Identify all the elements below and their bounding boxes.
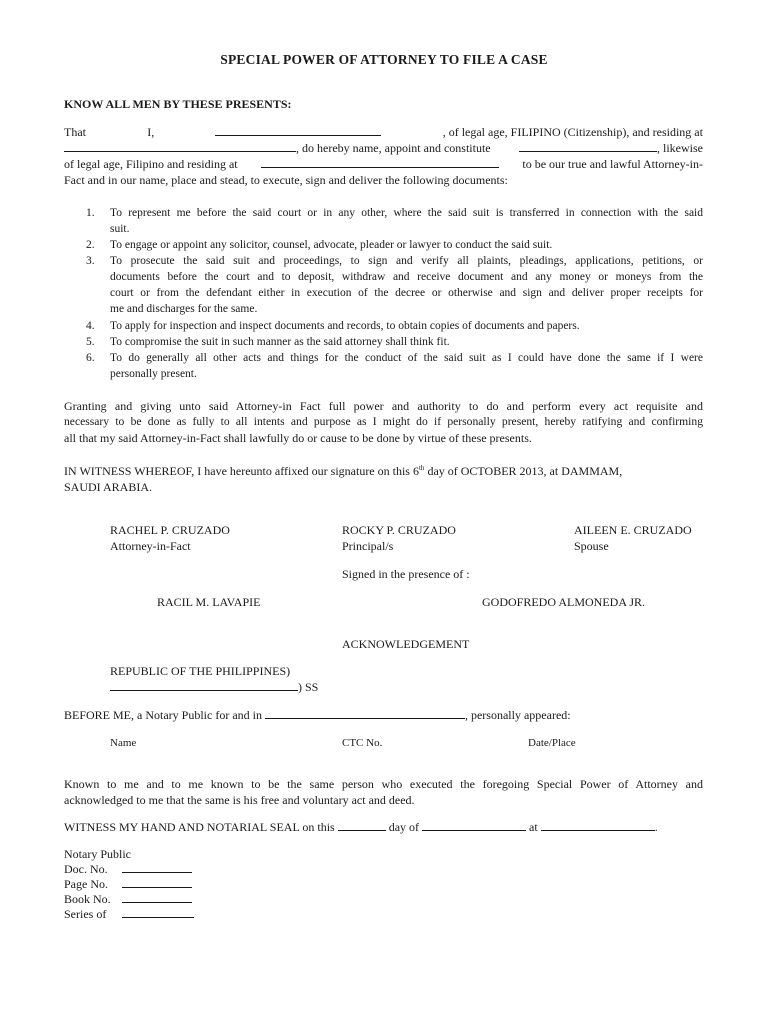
ss-text: ) SS	[298, 680, 319, 694]
list-item-text: To do generally all other acts and things for the conduct of the said suit as I could have done the same if I were	[110, 352, 703, 364]
known-line: acknowledged to me that the same is his free and voluntary act and deed.	[64, 793, 415, 807]
intro-line-1	[64, 124, 703, 140]
granting-line: all that my said Attorney-in-Fact shall lawfully do or cause to be done by virtue of these presents.	[64, 431, 532, 445]
ss-line	[110, 679, 318, 695]
list-item-text: To prosecute the said suit and proceedings, to sign and verify all plaints, pleadings, applications, petitions, or	[110, 255, 703, 267]
seal-at-text: at	[529, 820, 538, 834]
list-item-cont	[110, 269, 703, 285]
attorney-name-blank	[519, 140, 657, 152]
list-item: To apply for inspection and inspect documents and records, to obtain copies of documents and papers.	[110, 320, 580, 332]
signatory-role: Principal/s	[342, 539, 394, 553]
list-item-cont: personally present.	[110, 368, 197, 380]
book-no-blank	[122, 891, 192, 903]
residence-blank	[64, 140, 296, 152]
signatory-name: AILEEN E. CRUZADO	[574, 523, 692, 537]
column-name: Name	[110, 737, 137, 749]
list-item	[110, 205, 703, 221]
seal-month-blank	[422, 819, 526, 831]
appeared-text: , personally appeared:	[464, 708, 571, 722]
residing-text: of legal age, Filipino and residing at	[64, 157, 238, 171]
list-item: To engage or appoint any solicitor, counsel, advocate, pleader or lawyer to conduct the said suit.	[110, 239, 553, 251]
signatory-role: Attorney-in-Fact	[110, 539, 191, 553]
notary-field-label: Book No.	[64, 892, 111, 906]
attorney-address-blank	[261, 156, 499, 168]
witness-text: IN WITNESS WHEREOF, I have hereunto affixed our signature on this 6	[64, 464, 419, 478]
seal-period: .	[654, 820, 658, 834]
item-number: 5.	[86, 336, 95, 348]
item-number: 6.	[86, 352, 95, 364]
notary-field-label: Page No.	[64, 877, 108, 891]
before-me-text: BEFORE ME, a Notary Public for and in	[64, 708, 262, 722]
list-item-text: documents before the court and to deposit, withdraw and receive document and any money or moneys from the	[110, 271, 703, 283]
appoint-text: , do hereby name, appoint and constitute	[296, 141, 491, 155]
list-item-text: To represent me before the said court or in any other, where the said suit is transferred in connection with the said	[110, 207, 703, 219]
doc-no-blank	[122, 861, 192, 873]
seal-day-blank	[338, 819, 386, 831]
that-word: That	[64, 125, 86, 139]
notarial-seal-line	[64, 819, 658, 835]
acknowledgement-heading: ACKNOWLEDGEMENT	[342, 637, 470, 651]
document-title: SPECIAL POWER OF ATTORNEY TO FILE A CASE	[220, 52, 548, 67]
list-item-cont: me and discharges for the same.	[110, 303, 258, 315]
granting-line	[64, 414, 703, 430]
known-text: Known to me and to me known to be the same person who executed the foregoing Special Power of Attorney and	[64, 777, 703, 791]
granting-text: necessary to be done as fully to all intents and purpose as I might do if personally present, hereby ratifying and confirming	[64, 415, 703, 428]
list-item-cont	[110, 285, 703, 301]
seal-text: WITNESS MY HAND AND NOTARIAL SEAL on this	[64, 820, 335, 834]
witness-text-after: day of OCTOBER 2013, at DAMMAM,	[424, 464, 623, 478]
legal-age-text: , of legal age, FILIPINO (Citizenship), and residing at	[442, 125, 703, 139]
item-number: 1.	[86, 207, 95, 219]
intro-line-3	[64, 156, 703, 172]
list-item-cont: suit.	[110, 223, 130, 235]
series-blank	[122, 906, 194, 918]
to-be-text: to be our true and lawful Attorney-in-	[522, 157, 703, 171]
likewise-text: , likewise	[657, 141, 703, 155]
witness-whereof-line	[64, 463, 622, 479]
signatory-name: RACHEL P. CRUZADO	[110, 523, 230, 537]
item-number: 4.	[86, 320, 95, 332]
venue-blank	[110, 679, 298, 691]
republic-line: REPUBLIC OF THE PHILIPPINES)	[110, 664, 291, 678]
seal-place-blank	[541, 819, 655, 831]
notary-place-blank	[265, 707, 465, 719]
notary-field-label: Series of	[64, 907, 107, 921]
witness-sup: th	[418, 464, 425, 472]
witness-place-line: SAUDI ARABIA.	[64, 480, 153, 494]
column-ctc: CTC No.	[342, 737, 383, 749]
list-item: To compromise the suit in such manner as the said attorney shall think fit.	[110, 336, 450, 348]
page-no-blank	[122, 876, 192, 888]
witness-name: RACIL M. LAVAPIE	[157, 595, 261, 609]
signatory-role: Spouse	[574, 539, 609, 553]
list-item	[110, 253, 703, 269]
before-me-line	[64, 707, 571, 723]
granting-line	[64, 398, 703, 414]
witness-name: GODOFREDO ALMONEDA JR.	[482, 595, 646, 609]
signatory-name: ROCKY P. CRUZADO	[342, 523, 456, 537]
intro-line-2	[64, 140, 703, 156]
seal-day-text: day of	[388, 820, 420, 834]
notary-public-label: Notary Public	[64, 847, 131, 861]
list-item	[110, 350, 703, 366]
column-date-place: Date/Place	[528, 737, 576, 749]
i-word: I,	[147, 125, 155, 139]
known-line	[64, 776, 703, 792]
name-blank	[215, 124, 381, 136]
granting-text: Granting and giving unto said Attorney-in Fact full power and authority to do and perform every act requisite and	[64, 399, 703, 413]
item-number: 3.	[86, 255, 95, 267]
item-number: 2.	[86, 239, 95, 251]
presence-label: Signed in the presence of :	[342, 567, 470, 581]
intro-line-4: Fact and in our name, place and stead, to execute, sign and deliver the following documents:	[64, 173, 508, 187]
know-all-men-heading: KNOW ALL MEN BY THESE PRESENTS:	[64, 97, 292, 111]
list-item-text: court or from the defendant either in execution of the decree or otherwise and sign and deliver proper receipts for	[110, 287, 703, 299]
notary-field-label: Doc. No.	[64, 862, 108, 876]
